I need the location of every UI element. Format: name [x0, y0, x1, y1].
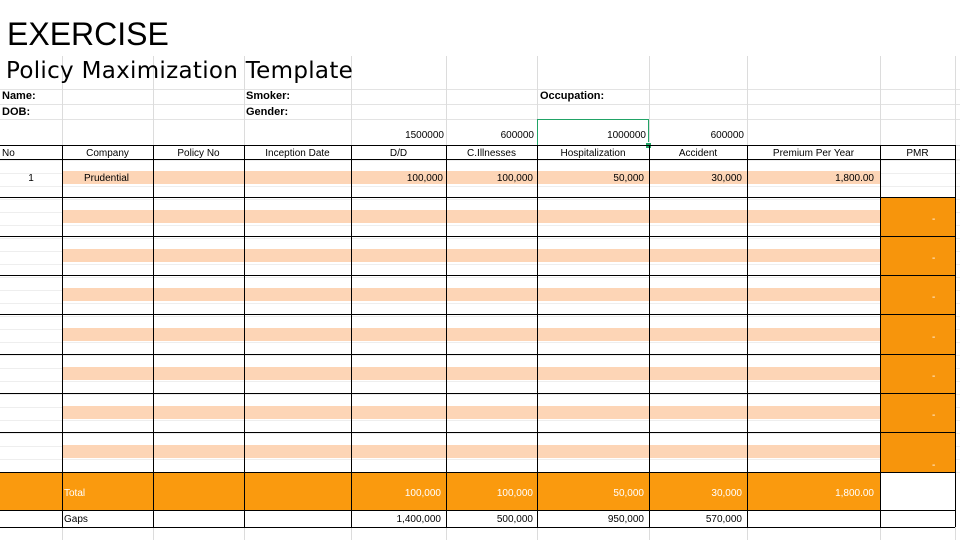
total-hosp[interactable]: 50,000: [613, 488, 644, 499]
total-dd[interactable]: 100,000: [404, 488, 441, 499]
minor-row-line: [0, 199, 960, 200]
row3-pmr[interactable]: -: [932, 253, 936, 264]
row1-company[interactable]: Prudential: [84, 173, 130, 184]
spreadsheet-grid[interactable]: [0, 56, 960, 540]
row1-pmr[interactable]: 155.56: [917, 173, 948, 184]
col-border: [153, 145, 154, 527]
total-label: Total: [64, 488, 86, 499]
minor-row-line: [0, 277, 960, 278]
row-band: [62, 288, 880, 301]
name-label: Name:: [2, 90, 36, 102]
target-hosp[interactable]: 1000000: [607, 130, 646, 141]
target-ci[interactable]: 600000: [500, 130, 534, 141]
row5-pmr[interactable]: -: [932, 332, 936, 343]
minor-row-line: [0, 381, 960, 382]
minor-row-line: [0, 186, 960, 187]
total-accident[interactable]: 30,000: [711, 488, 742, 499]
minor-row-line: [0, 459, 960, 460]
col-header-no: No: [2, 148, 15, 159]
col-border: [747, 145, 748, 527]
gaps-hosp[interactable]: 950,000: [607, 514, 644, 525]
minor-row-line: [0, 433, 960, 434]
gaps-label: Gaps: [64, 514, 88, 525]
col-border: [351, 145, 352, 527]
col-border: [244, 145, 245, 527]
row6-pmr[interactable]: -: [932, 371, 936, 382]
col-header-premium: Premium Per Year: [772, 148, 855, 159]
grid-row-line: [0, 104, 960, 105]
gaps-dd[interactable]: 1,400,000: [396, 514, 441, 525]
col-border: [446, 145, 447, 527]
minor-row-line: [0, 420, 960, 421]
minor-row-line: [0, 303, 960, 304]
row1-premium[interactable]: 1,800.00: [835, 173, 874, 184]
target-dd[interactable]: 1500000: [405, 130, 444, 141]
gender-label: Gender:: [246, 106, 289, 118]
minor-row-line: [0, 225, 960, 226]
row-band: [62, 328, 880, 341]
row1-ci[interactable]: 100,000: [496, 173, 533, 184]
row-band: [62, 367, 880, 380]
row-border: [0, 314, 955, 315]
col-header-inception-date: Inception Date: [265, 148, 330, 159]
minor-row-line: [0, 264, 960, 265]
grid-row-line: [0, 89, 960, 90]
col-header-ci: C.Illnesses: [467, 148, 516, 159]
col-header-pmr: PMR: [906, 148, 929, 159]
minor-row-line: [0, 355, 960, 356]
row4-pmr[interactable]: -: [932, 292, 936, 303]
row-border: [0, 472, 955, 473]
gaps-ci[interactable]: 500,000: [496, 514, 533, 525]
target-accident[interactable]: 600000: [710, 130, 744, 141]
template-title: Policy Maximization Template: [6, 58, 354, 84]
total-premium[interactable]: 1,800.00: [835, 488, 874, 499]
row-border: [0, 527, 955, 528]
minor-row-line: [0, 238, 960, 239]
selected-cell-outline: [537, 119, 649, 146]
col-header-dd: D/D: [389, 148, 408, 159]
row2-pmr[interactable]: -: [932, 214, 936, 225]
row-band: [62, 406, 880, 419]
row1-hosp[interactable]: 50,000: [613, 173, 644, 184]
row-border: [0, 393, 955, 394]
grid-row-line: [0, 119, 960, 120]
row-band: [62, 445, 880, 458]
row-border: [0, 159, 955, 160]
occupation-label: Occupation:: [540, 90, 605, 102]
total-ci[interactable]: 100,000: [496, 488, 533, 499]
col-border: [955, 145, 956, 527]
row1-no[interactable]: 1: [28, 173, 34, 184]
minor-row-line: [0, 342, 960, 343]
col-border: [62, 145, 63, 527]
row-border: [0, 432, 955, 433]
col-header-company: Company: [86, 148, 129, 159]
row1-dd[interactable]: 100,000: [406, 173, 443, 184]
minor-row-line: [0, 394, 960, 395]
row-border: [0, 510, 955, 511]
col-border: [649, 145, 650, 527]
col-border: [537, 145, 538, 527]
col-header-accident: Accident: [678, 148, 718, 159]
exercise-heading: EXERCISE: [7, 16, 169, 52]
minor-row-line: [0, 160, 960, 161]
smoker-label: Smoker:: [246, 90, 291, 102]
row-band: [62, 249, 880, 262]
gaps-accident[interactable]: 570,000: [705, 514, 742, 525]
row-border: [0, 197, 955, 198]
row7-pmr[interactable]: -: [932, 410, 936, 421]
row-band: [62, 210, 880, 223]
col-border: [880, 145, 881, 527]
row1-accident[interactable]: 30,000: [711, 173, 742, 184]
row-border: [0, 354, 955, 355]
dob-label: DOB:: [2, 106, 31, 118]
minor-row-line: [0, 316, 960, 317]
col-header-policy-no: Policy No: [177, 148, 220, 159]
row-border: [0, 236, 955, 237]
row-border: [0, 275, 955, 276]
row8-pmr[interactable]: -: [932, 460, 936, 471]
row-border: [0, 145, 955, 146]
col-header-hosp: Hospitalization: [560, 148, 626, 159]
total-pmr[interactable]: 155.56: [917, 488, 948, 499]
